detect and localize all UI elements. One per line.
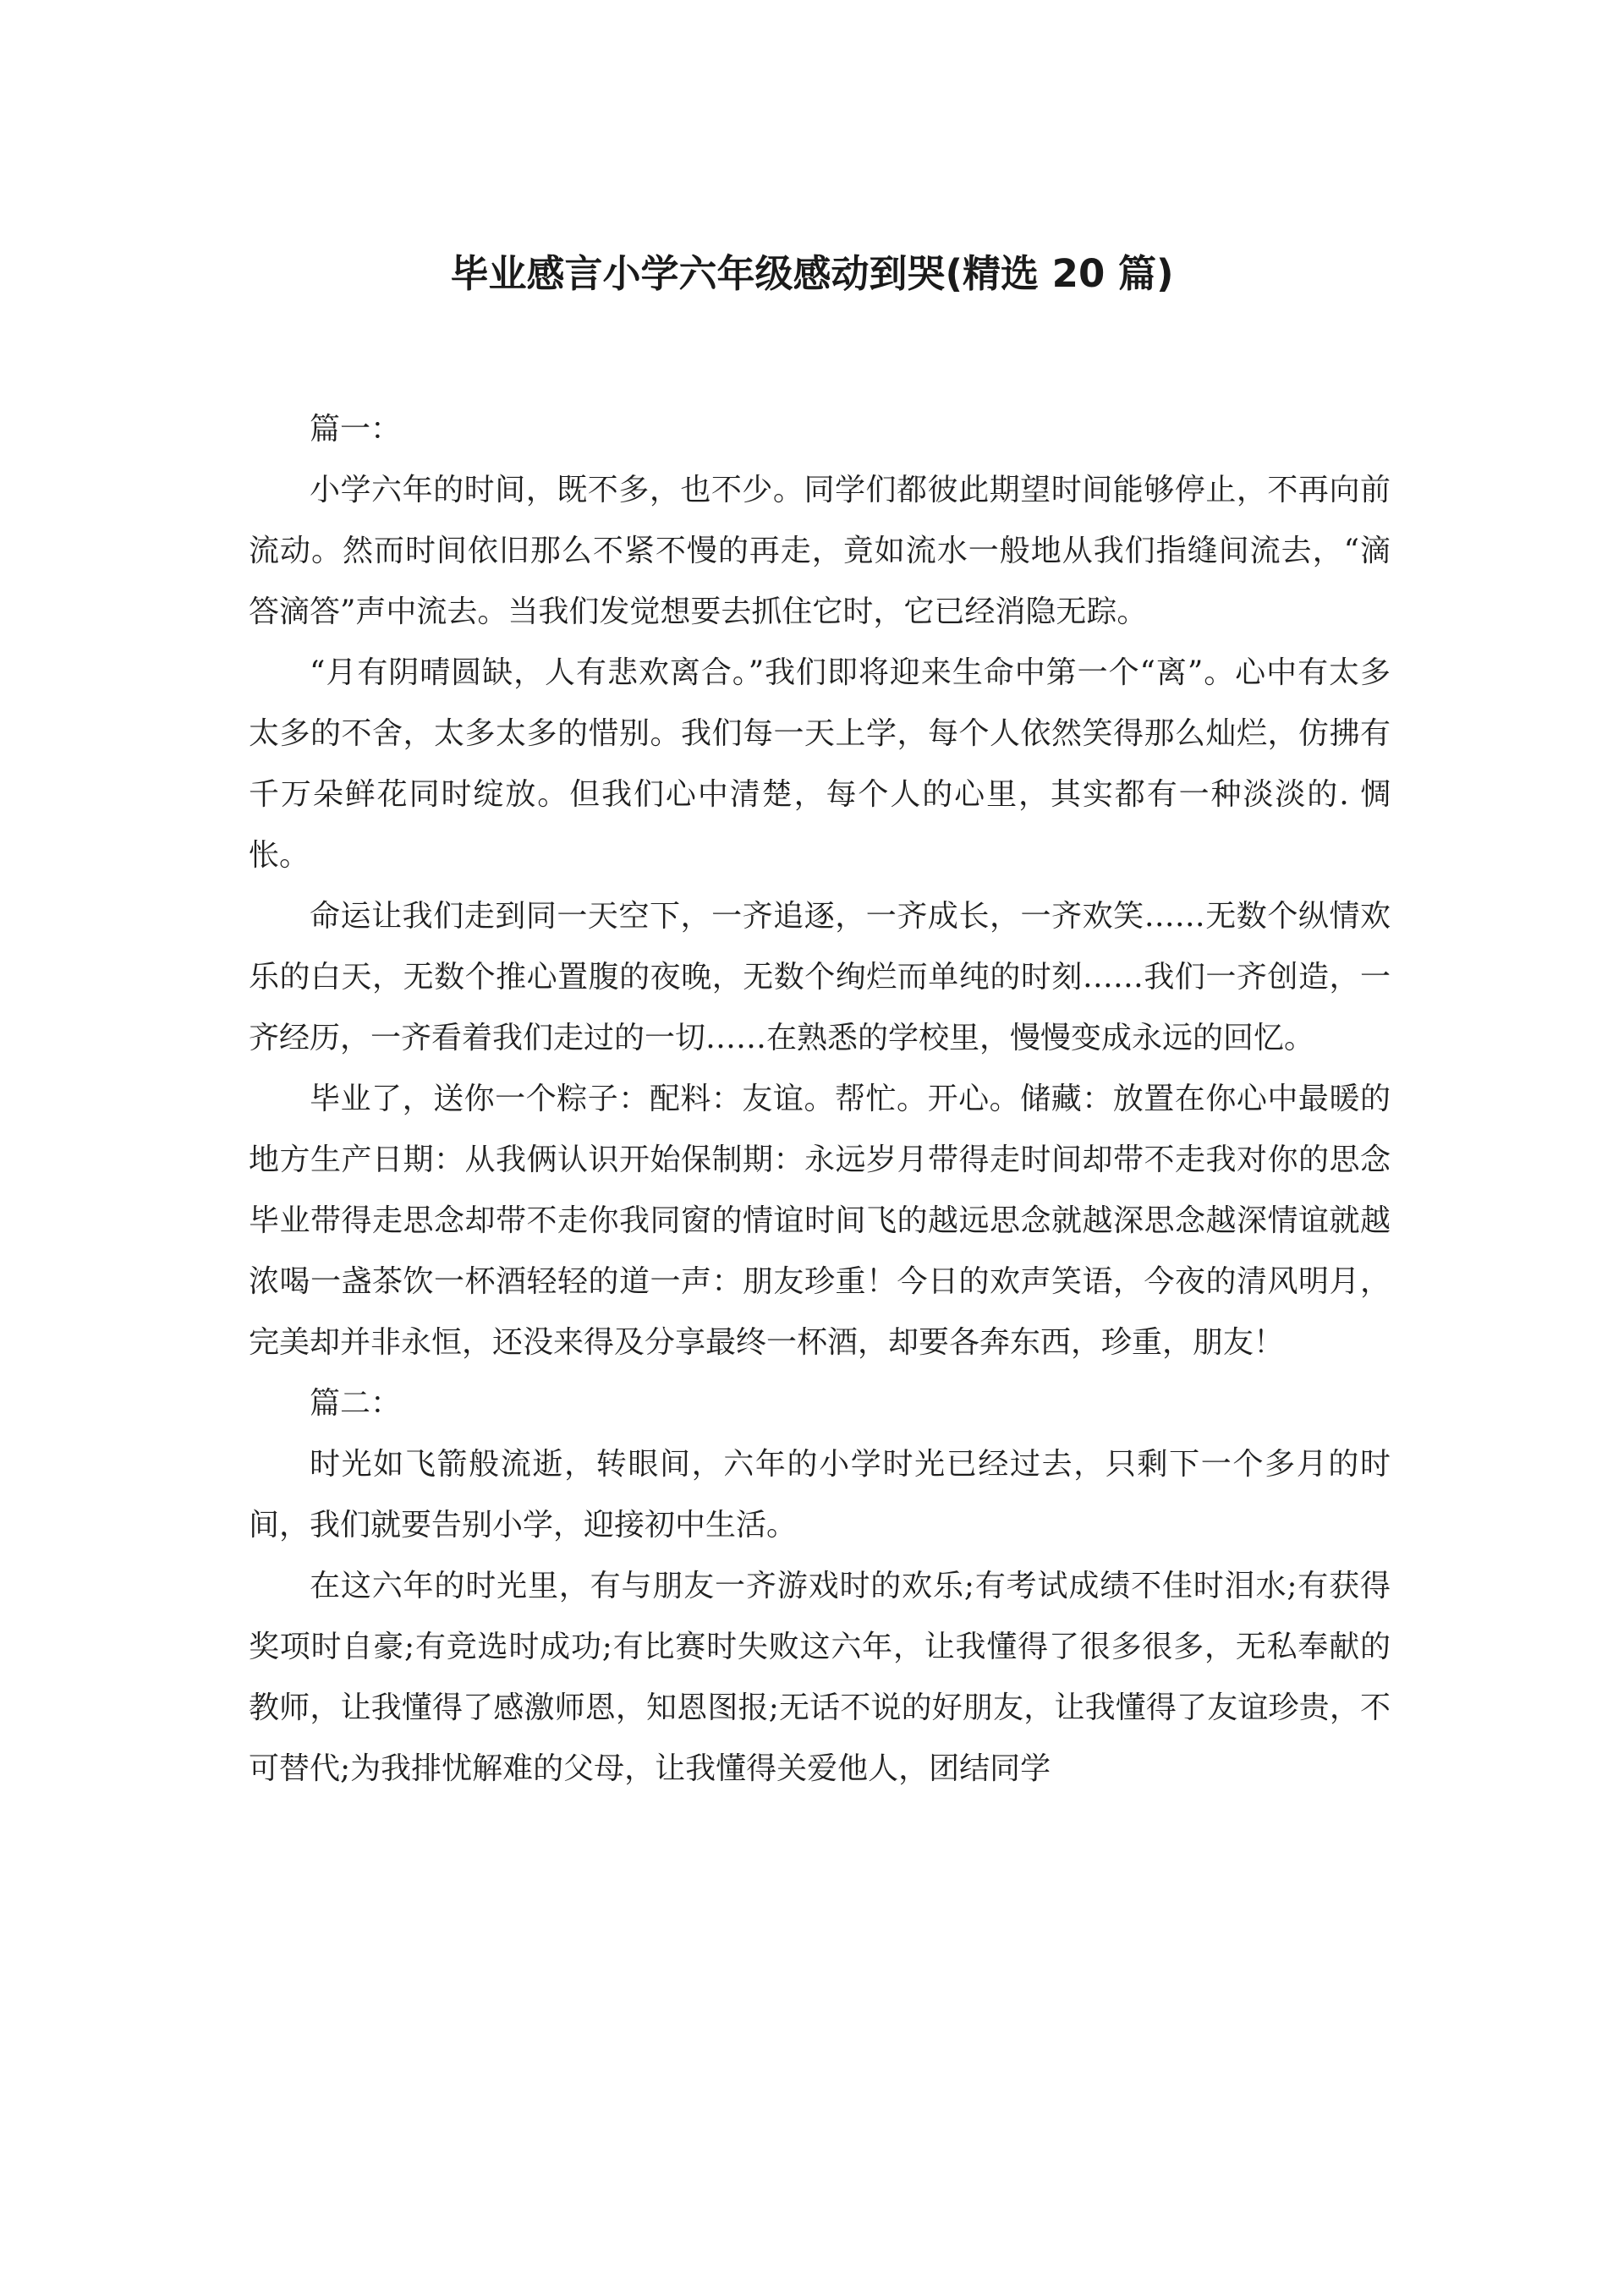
document-title: 毕业感言小学六年级感动到哭(精选 20 篇) [450, 251, 1174, 296]
paragraph: “月有阴晴圆缺，人有悲欢离合。”我们即将迎来生命中第一个“离”。心中有太多太多的不舍，太多太多的惜别。我们每一天上学，每个人依然笑得那么灿烂，仿拂有千万朵鲜花同时绽放。但我们心中清楚，每个人的心里，其实都有一种淡淡的. 惆怅。 [249, 655, 1391, 873]
paragraph: 小学六年的时间，既不多，也不少。同学们都彼此期望时间能够停止，不再向前流动。然而时间依旧那么不紧不慢的再走，竟如流水一般地从我们指缝间流去，“滴答滴答”声中流去。当我们发觉想要去抓住它时，它已经消隐无踪。 [249, 473, 1391, 629]
paragraph: 在这六年的时光里，有与朋友一齐游戏时的欢乐;有考试成绩不佳时泪水;有获得奖项时自豪;有竞选时成功;有比赛时失败这六年，让我懂得了很多很多，无私奉献的教师，让我懂得了感激师恩，知恩图报;无话不说的好朋友，让我懂得了友谊珍贵，不可替代;为我排忧解难的父母，让我懂得关爱他人，团结同学 [249, 1569, 1391, 1786]
paragraph: 命运让我们走到同一天空下，一齐追逐，一齐成长，一齐欢笑……无数个纵情欢乐的白天，无数个推心置腹的夜晚，无数个绚烂而单纯的时刻……我们一齐创造，一齐经历，一齐看着我们走过的一切……在熟悉的学校里，慢慢变成永远的回忆。 [249, 899, 1391, 1055]
paragraph: 毕业了，送你一个粽子：配料：友谊。帮忙。开心。储藏：放置在你心中最暖的地方生产日期：从我俩认识开始保制期：永远岁月带得走时间却带不走我对你的思念毕业带得走思念却带不走你我同窗的情谊时间飞的越远思念就越深思念越深情谊就越浓喝一盏茶饮一杯酒轻轻的道一声：朋友珍重！今日的欢声笑语，今夜的清风明月，完美却并非永恒，还没来得及分享最终一杯酒，却要各奔东西，珍重，朋友！ [249, 1082, 1391, 1360]
section-heading-1: 篇一： [310, 412, 402, 447]
section-heading-2: 篇二： [310, 1386, 402, 1421]
paragraph: 时光如飞箭般流逝，转眼间，六年的小学时光已经过去，只剩下一个多月的时间，我们就要告别小学，迎接初中生活。 [249, 1447, 1391, 1543]
document-body [249, 399, 1391, 1800]
